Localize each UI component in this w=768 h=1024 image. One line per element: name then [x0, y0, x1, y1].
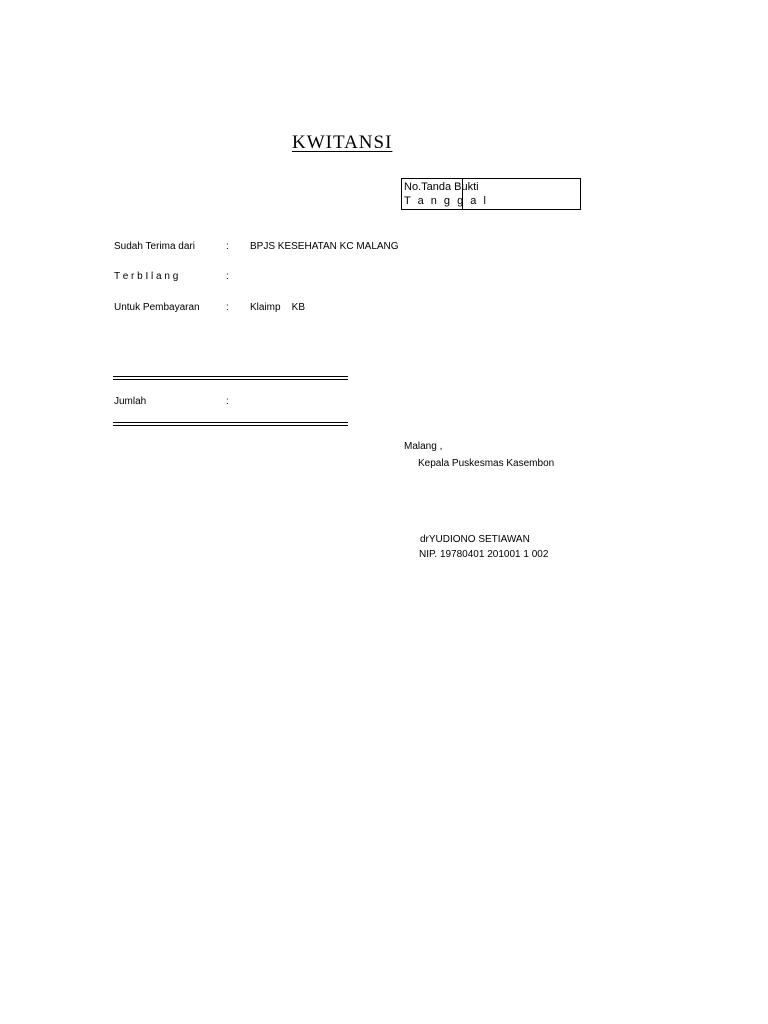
- date-label: T a n g g a l: [404, 195, 488, 207]
- payment-for-label: Untuk Pembayaran: [114, 302, 200, 313]
- total-bottom-rule: [113, 422, 348, 426]
- total-colon: :: [226, 396, 229, 407]
- receipt-number-label: No.Tanda Bukti: [404, 181, 479, 193]
- reference-box: [401, 178, 581, 210]
- signature-place: Malang ,: [404, 441, 443, 452]
- received-from-value: BPJS KESEHATAN KC MALANG: [250, 241, 399, 252]
- payment-for-value: Klaimp KB: [250, 302, 306, 313]
- received-from-label: Sudah Terima dari: [114, 241, 195, 252]
- amount-in-words-colon: :: [226, 271, 229, 282]
- signatory-nip: NIP. 19780401 201001 1 002: [419, 549, 549, 560]
- total-label: Jumlah: [114, 396, 147, 407]
- received-from-colon: :: [226, 241, 229, 252]
- amount-in-words-label: T e r b I l a n g: [114, 271, 179, 282]
- signatory-name: drYUDIONO SETIAWAN: [420, 534, 530, 545]
- total-top-rule: [113, 376, 348, 380]
- document-title: KWITANSI: [292, 132, 393, 153]
- payment-for-colon: :: [226, 302, 229, 313]
- signature-position: Kepala Puskesmas Kasembon: [418, 458, 555, 469]
